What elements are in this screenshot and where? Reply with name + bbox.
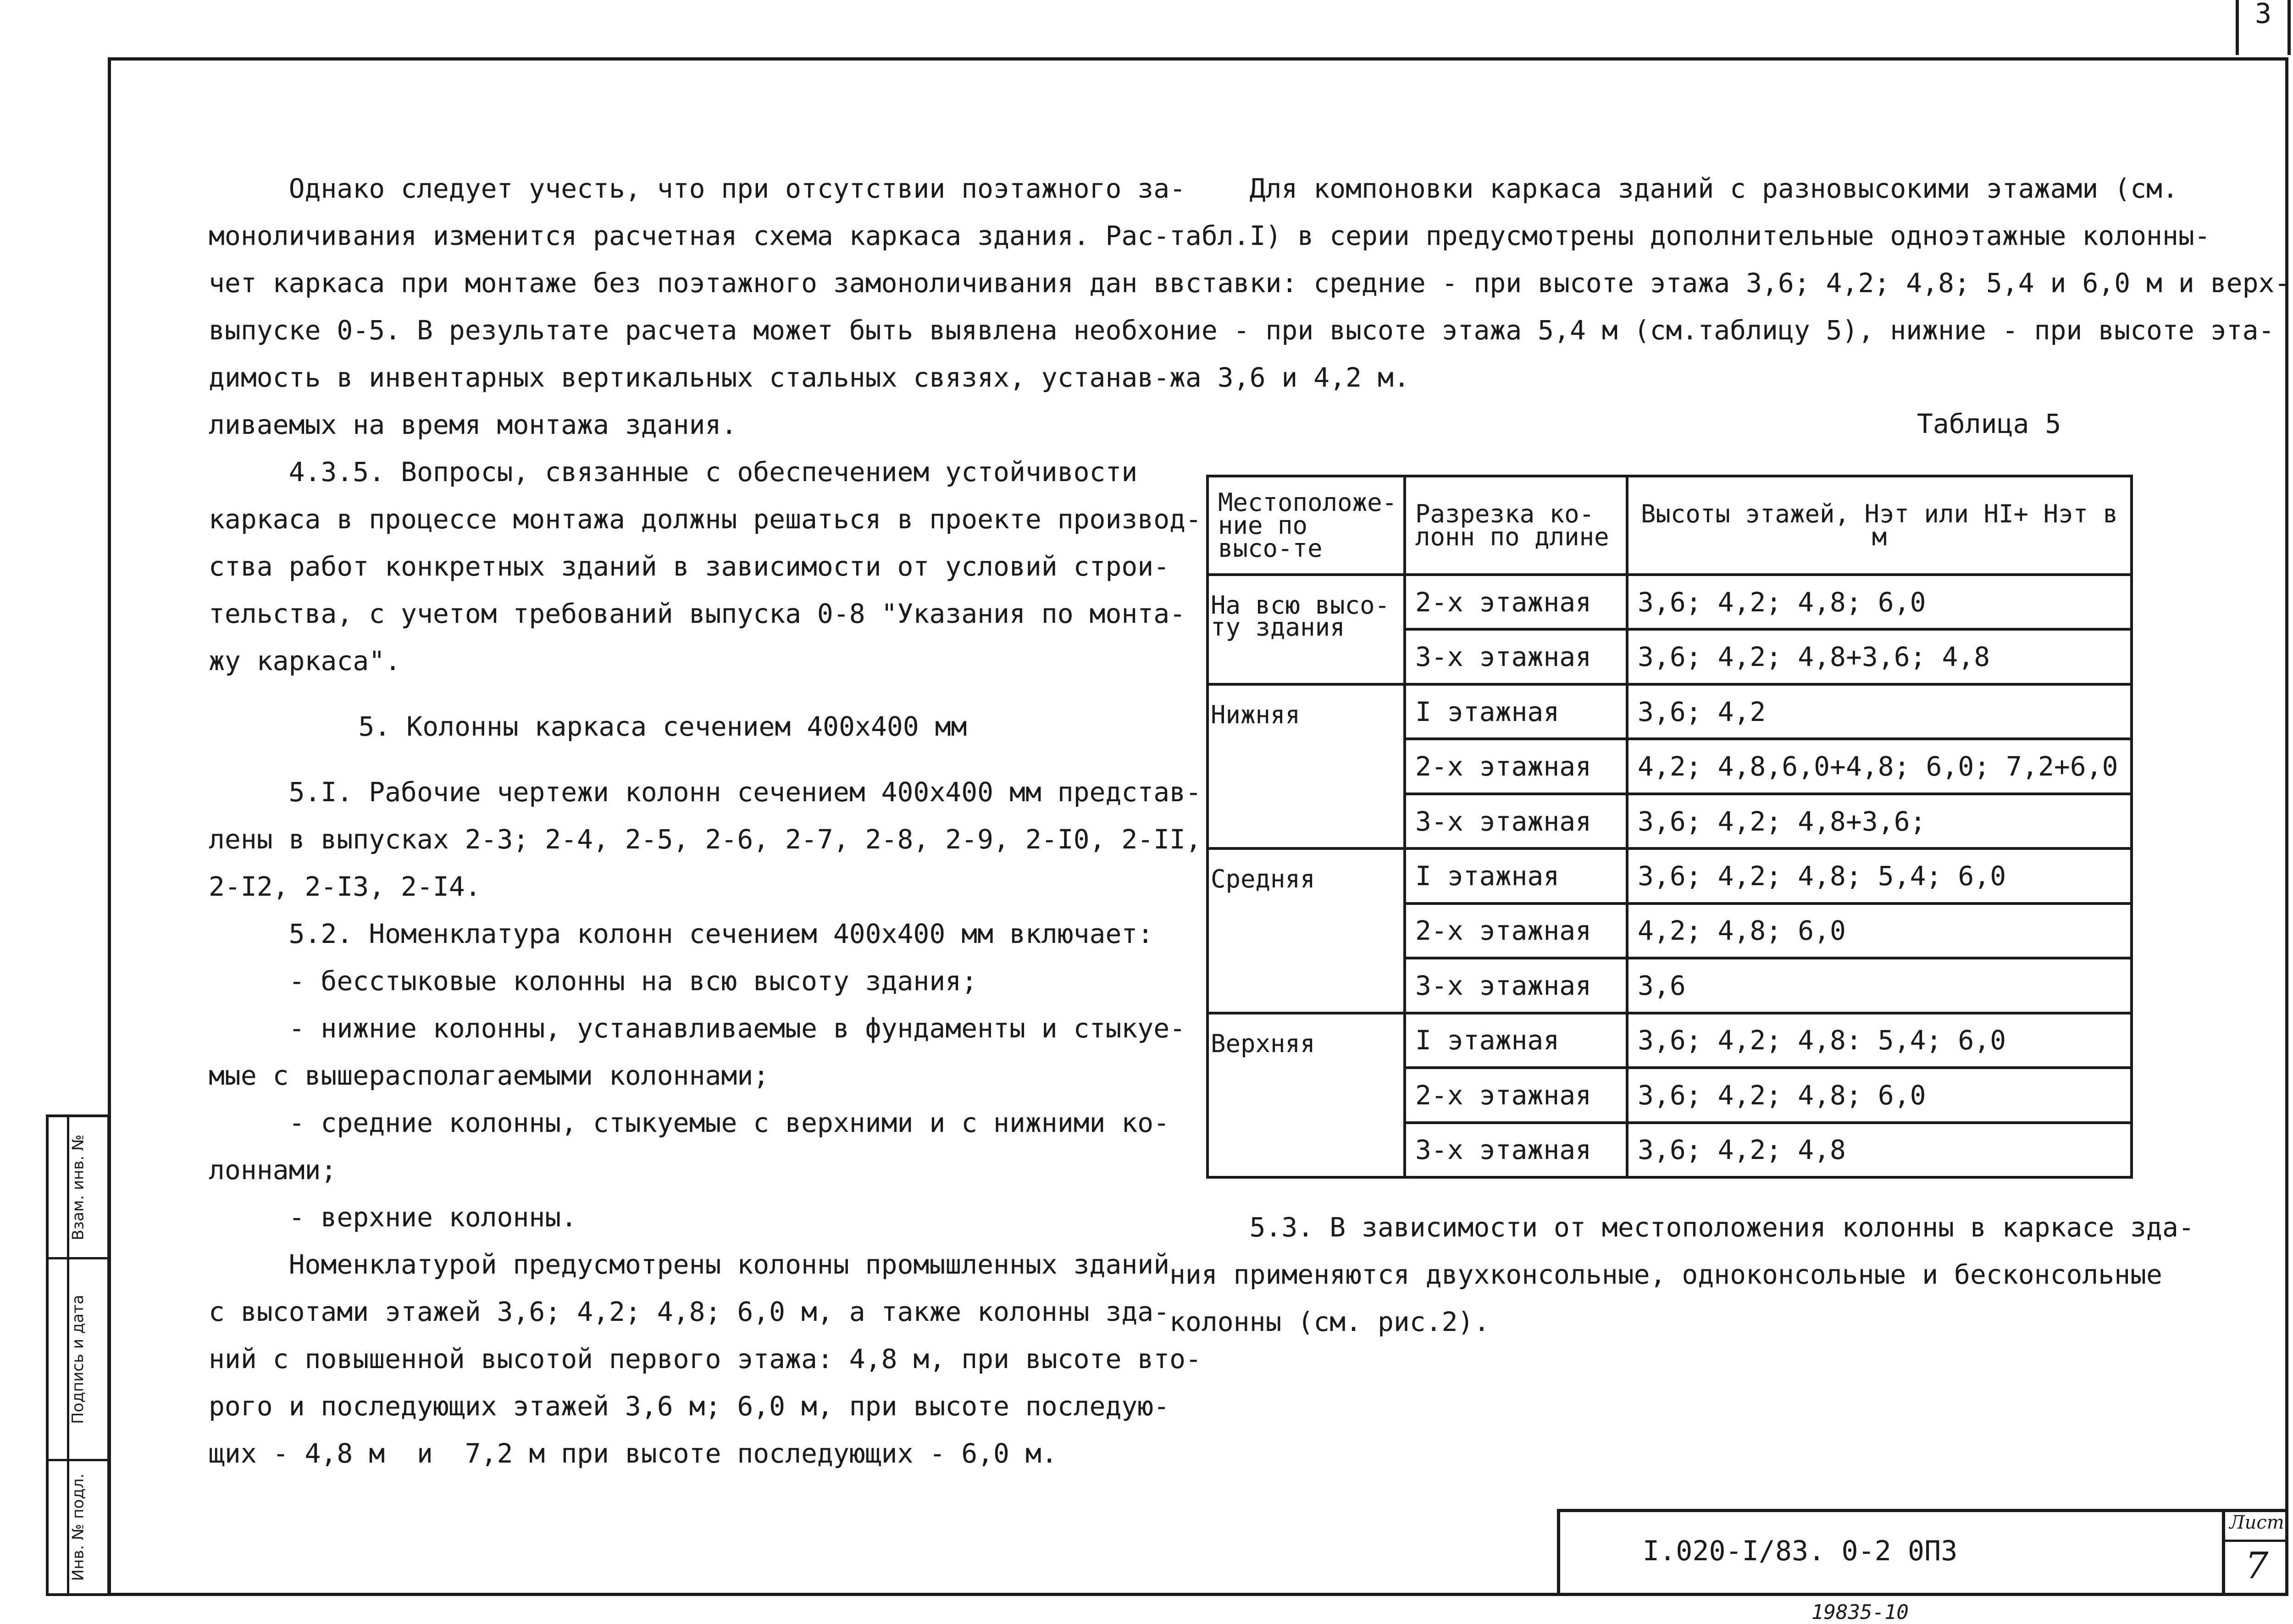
table-row: [1207, 684, 2132, 739]
text-line: Для компоновки каркаса зданий с разновысокими этажами (см.: [1169, 173, 2178, 204]
text-line: 5.2. Номенклатура колонн сечением 400х400 мм включает:: [209, 918, 1154, 949]
right-text-column-bottom: [1169, 1204, 2194, 1346]
text-line: лены в выпусках 2-3; 2-4, 2-5, 2-6, 2-7, 2-8, 2-9, 2-I0, 2-II,: [209, 824, 1202, 855]
cell-cut: 3-х этажная: [1405, 1123, 1627, 1177]
cell-heights: 3,6; 4,2; 4,8; 6,0: [1627, 575, 2132, 629]
stamp-cell-signature-date: [49, 1259, 107, 1461]
cell-heights: 3,6; 4,2: [1627, 684, 2132, 739]
cell-heights: 4,2; 4,8; 6,0: [1627, 903, 2132, 958]
right-text-column-top: [1169, 165, 2291, 401]
cell-cut: 3-х этажная: [1405, 958, 1627, 1013]
corner-page-number: 3: [2236, 0, 2291, 55]
stamp-label-replaced-inv: Взам. инв. №: [69, 1134, 88, 1240]
cell-cut: 2-х этажная: [1405, 1068, 1627, 1122]
text-line: ливаемых на время монтажа здания.: [209, 409, 737, 440]
archive-number: 19835-10: [1811, 1601, 1909, 1624]
text-line: чет каркаса при монтаже без поэтажного замоноличивания дан в: [209, 267, 1170, 299]
cell-location: Нижняя: [1207, 684, 1405, 848]
stamp-label-inv-no: Инв. № подл.: [69, 1473, 88, 1581]
text-line: моноличивания изменится расчетная схема каркаса здания. Рас-: [209, 220, 1170, 251]
text-line: Номенклатурой предусмотрены колонны промышленных зданий: [209, 1249, 1170, 1280]
sheet-box: [2222, 1512, 2288, 1596]
text-line: рого и последующих этажей 3,6 м; 6,0 м, при высоте последую-: [209, 1391, 1170, 1422]
left-text-column: [209, 165, 1202, 1477]
table-header-row: [1207, 476, 2132, 575]
document-code: I.020-I/83. 0-2 0ПЗ: [1643, 1535, 1958, 1567]
text-line: - верхние колонны.: [209, 1202, 577, 1233]
stamp-cell-replaced-inv: [49, 1117, 107, 1259]
cell-heights: 3,6; 4,2; 4,8; 6,0: [1627, 1068, 2132, 1122]
text-line: лоннами;: [209, 1154, 337, 1186]
text-line: 5.I. Рабочие чертежи колонн сечением 400х400 мм представ-: [209, 776, 1202, 808]
header-location: Местоположе-ние по высо-те: [1207, 476, 1405, 575]
text-line: 5.3. В зависимости от местоположения колонны в каркасе зда-: [1169, 1212, 2194, 1243]
text-line: тельства, с учетом требований выпуска 0-8 "Указания по монта-: [209, 598, 1186, 629]
text-line: ства работ конкретных зданий в зависимости от условий строи-: [209, 551, 1170, 582]
cell-location: На всю высо-ту здания: [1207, 575, 1405, 684]
cell-cut: I этажная: [1405, 848, 1627, 903]
text-line: ние - при высоте этажа 5,4 м (см.таблицу 5), нижние - при высоте эта-: [1169, 315, 2275, 346]
cell-cut: 2-х этажная: [1405, 739, 1627, 793]
cell-heights: 3,6: [1627, 958, 2132, 1013]
sheet-number: 7: [2245, 1544, 2269, 1587]
text-line: - нижние колонны, устанавливаемые в фундаменты и стыкуе-: [209, 1013, 1186, 1044]
text-line: выпуске 0-5. В результате расчета может быть выявлена необхо-: [209, 315, 1186, 346]
text-line: жу каркаса".: [209, 645, 401, 676]
text-line: колонны (см. рис.2).: [1169, 1306, 1490, 1337]
section-heading: 5. Колонны каркаса сечением 400х400 мм: [358, 711, 967, 742]
text-line: Однако следует учесть, что при отсутствии поэтажного за-: [209, 173, 1186, 204]
text-line: 4.3.5. Вопросы, связанные с обеспечением устойчивости: [209, 456, 1138, 488]
header-heights: Высоты этажей, Hэт или HI+ Hэт в м: [1627, 476, 2132, 575]
side-stamp: [46, 1114, 110, 1596]
text-line: ний с повышенной высотой первого этажа: 4,8 м, при высоте вто-: [209, 1343, 1202, 1375]
text-line: жа 3,6 и 4,2 м.: [1169, 362, 1410, 393]
cell-heights: 3,6; 4,2; 4,8: [1627, 1123, 2132, 1177]
cell-location: Средняя: [1207, 848, 1405, 1013]
cell-heights: 3,6; 4,2; 4,8; 5,4; 6,0: [1627, 848, 2132, 903]
text-line: вставки: средние - при высоте этажа 3,6; 4,2; 4,8; 5,4 и 6,0 м и верх-: [1169, 267, 2291, 299]
cell-cut: 3-х этажная: [1405, 629, 1627, 684]
cell-cut: 3-х этажная: [1405, 794, 1627, 848]
cell-cut: I этажная: [1405, 1013, 1627, 1068]
sheet-label: Лист: [2225, 1512, 2288, 1542]
table-row: [1207, 575, 2132, 629]
text-line: - средние колонны, стыкуемые с верхними и с нижними ко-: [209, 1107, 1170, 1138]
cell-heights: 4,2; 4,8,6,0+4,8; 6,0; 7,2+6,0: [1627, 739, 2132, 793]
table-row: [1207, 1013, 2132, 1068]
cell-cut: I этажная: [1405, 684, 1627, 739]
title-block: [1557, 1509, 2288, 1596]
cell-heights: 3,6; 4,2; 4,8+3,6;: [1627, 794, 2132, 848]
text-line: щих - 4,8 м и 7,2 м при высоте последующих - 6,0 м.: [209, 1438, 1058, 1469]
column-heights-table: [1206, 475, 2133, 1179]
cell-heights: 3,6; 4,2; 4,8: 5,4; 6,0: [1627, 1013, 2132, 1068]
text-line: табл.I) в серии предусмотрены дополнительные одноэтажные колонны-: [1169, 220, 2210, 251]
text-line: ния применяются двухконсольные, одноконсольные и бесконсольные: [1169, 1259, 2162, 1290]
cell-heights: 3,6; 4,2; 4,8+3,6; 4,8: [1627, 629, 2132, 684]
text-line: 2-I2, 2-I3, 2-I4.: [209, 871, 481, 902]
cell-location: Верхняя: [1207, 1013, 1405, 1177]
table-row: [1207, 848, 2132, 903]
cell-cut: 2-х этажная: [1405, 575, 1627, 629]
stamp-label-signature-date: Подпись и дата: [69, 1294, 88, 1424]
text-line: с высотами этажей 3,6; 4,2; 4,8; 6,0 м, а также колонны зда-: [209, 1296, 1170, 1327]
table-caption: Таблица 5: [1917, 408, 2061, 439]
text-line: мые с вышерасполагаемыми колоннами;: [209, 1060, 770, 1091]
stamp-cell-inv-no: [49, 1461, 107, 1593]
header-cut: Разрезка ко-лонн по длине: [1405, 476, 1627, 575]
cell-cut: 2-х этажная: [1405, 903, 1627, 958]
text-line: димость в инвентарных вертикальных стальных связях, устанав-: [209, 362, 1170, 393]
text-line: каркаса в процессе монтажа должны решаться в проекте производ-: [209, 504, 1202, 535]
text-line: - бесстыковые колонны на всю высоту здания;: [209, 965, 978, 997]
